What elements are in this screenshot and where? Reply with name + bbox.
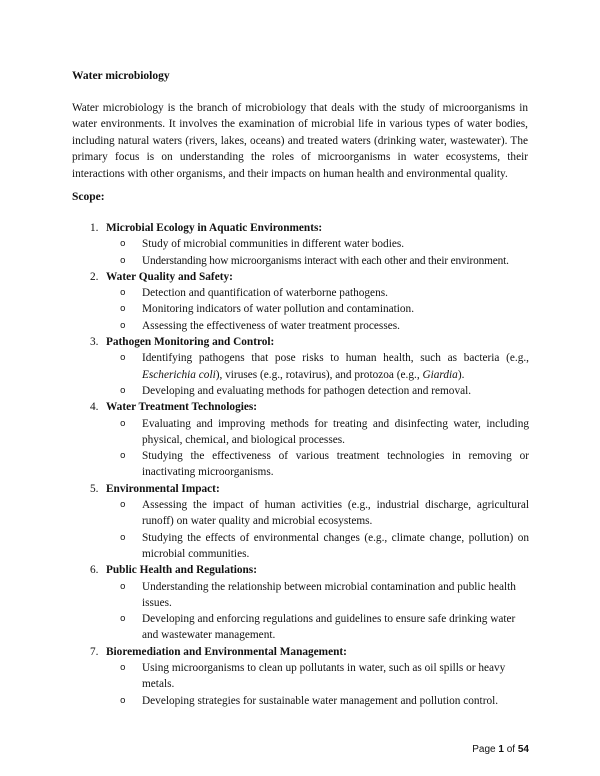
scope-point [0,350,529,383]
scope-point-text: Developing and evaluating methods for pathogen detection and removal. [142,384,472,397]
scope-item-title: Water Treatment Technologies: [106,401,258,414]
bullet-icon: o [120,663,126,674]
bullet-icon: o [120,614,126,625]
scope-item-title: Public Health and Regulations: [106,564,257,577]
scope-point-text: Developing strategies for sustainable water management and pollution control. [142,694,499,707]
scope-heading: Scope: [72,191,105,203]
scope-item-header [0,644,600,660]
total-pages-number: 54 [517,744,529,755]
scope-point-text: Understanding how microorganisms interact with each other and their environment. [142,254,509,267]
scope-item [0,562,600,643]
scope-point [0,253,529,269]
scope-item-header [0,220,600,236]
scope-item [0,399,600,480]
bullet-icon: o [120,451,126,462]
scope-item-number: 7. [90,645,99,658]
scope-item-number: 5. [90,482,99,495]
bullet-icon: o [120,239,126,250]
bullet-icon: o [120,385,126,396]
scope-item-title: Microbial Ecology in Aquatic Environments: [106,222,323,234]
scope-point-text: Using microorganisms to clean up pollutants in water, such as oil spills or heavy metals. [142,662,506,691]
scope-item-points [0,579,600,644]
scope-item [0,644,600,709]
scope-item-header [0,562,600,578]
intro-paragraph: Water microbiology is the branch of microbiology that deals with the study of microorganisms in water environments. It involves the examination of microbial life in various types of water bodies, including natural waters (rivers, lakes, oceans) and treated waters (drinking water, wastewater). The primary focus is on understanding the roles of microorganisms in water ecosystems, their interactions with other organisms, and their impacts on human health and environmental quality. [72,102,528,180]
scope-point [0,448,529,481]
of-label: of [506,744,516,755]
scope-point [0,693,529,709]
bullet-icon: o [120,695,126,706]
bullet-icon: o [120,418,126,429]
scope-item [0,481,600,562]
scope-point [0,530,529,563]
scope-point [0,236,529,252]
scope-item-points [0,285,600,334]
scope-item-points [0,660,600,709]
scope-item-header [0,481,600,497]
scope-item [0,269,600,334]
scope-item-points [0,350,600,399]
species-name: Escherichia coli [142,368,216,381]
bullet-icon: o [120,320,126,331]
scope-point-text: Evaluating and improving methods for treating and disinfecting water, including physical, chemical, and biological processes. [142,417,529,446]
scope-item-number: 1. [90,222,99,234]
bullet-icon: o [120,288,126,299]
scope-item-header [0,269,600,285]
scope-point-text: Understanding the relationship between microbial contamination and public health issues. [142,580,516,609]
scope-point [0,611,529,644]
scope-item [0,334,600,399]
bullet-icon: o [120,353,126,364]
scope-item-points [0,416,600,481]
scope-point-text: Assessing the impact of human activities (e.g., industrial discharge, agricultural runoff) on water quality and microbial ecosystems. [142,499,529,528]
scope-item-number: 4. [90,401,99,414]
scope-point-text: Studying the effects of environmental changes (e.g., climate change, pollution) on microbial communities. [142,531,529,560]
scope-point [0,383,529,399]
scope-point-text: Detection and quantification of waterborne pathogens. [142,287,388,300]
scope-item-title: Pathogen Monitoring and Control: [106,336,275,349]
scope-point [0,301,529,317]
bullet-icon: o [120,304,126,315]
scope-item-number: 3. [90,336,99,349]
scope-point-text: Monitoring indicators of water pollution and contamination. [142,303,415,316]
bullet-icon: o [120,255,126,266]
scope-list [0,220,600,709]
current-page-number: 1 [498,744,504,755]
scope-point [0,660,529,693]
scope-item-number: 2. [90,270,99,283]
scope-item-header [0,334,600,350]
scope-point-text: Studying the effectiveness of various treatment technologies in removing or inactivating microorganisms. [142,450,529,479]
scope-point-text: Identifying pathogens that pose risks to human health, such as bacteria (e.g., Escherichia coli), viruses (e.g., rotavirus), and protozoa (e.g., Giardia). [142,352,529,381]
scope-item-points [0,497,600,562]
scope-point-text: Developing and enforcing regulations and guidelines to ensure safe drinking water and wastewater management. [142,613,516,642]
page-label: Page [472,744,496,755]
scope-point [0,497,529,530]
scope-point-text: Assessing the effectiveness of water treatment processes. [142,319,400,332]
scope-item-title: Environmental Impact: [106,482,220,495]
species-name: Giardia [422,368,458,381]
scope-point [0,416,529,449]
page-footer [472,744,529,755]
scope-point [0,579,529,612]
scope-point [0,318,529,334]
scope-item-header [0,399,600,415]
document-title: Water microbiology [72,70,170,82]
bullet-icon: o [120,532,126,543]
scope-item-points [0,236,600,269]
bullet-icon: o [120,500,126,511]
scope-item-title: Bioremediation and Environmental Management: [106,645,347,658]
scope-item-number: 6. [90,564,99,577]
scope-item-title: Water Quality and Safety: [106,270,233,283]
scope-point [0,285,529,301]
scope-point-text: Study of microbial communities in different water bodies. [142,238,405,251]
bullet-icon: o [120,581,126,592]
scope-item [0,220,600,269]
